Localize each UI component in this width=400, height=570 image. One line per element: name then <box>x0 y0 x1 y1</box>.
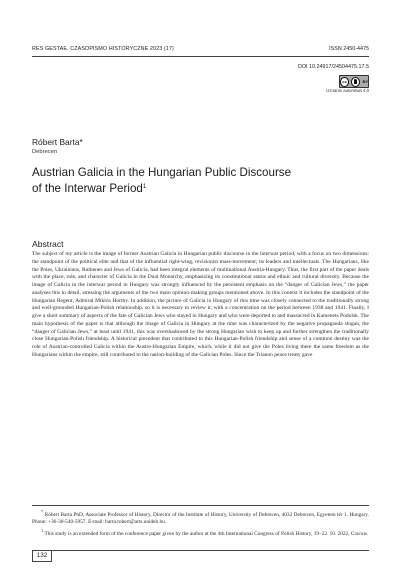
title-line-2-text: of the Interwar Period <box>32 181 143 195</box>
journal-header: RES GESTAE. CZASOPISMO HISTORYCZNE 2023 (17) <box>32 46 174 52</box>
footnote-text: Róbert Barta PhD, Associate Professor of History, Director of the Institute of History, University of Debrecen, 4032 Debrecen, Egyetem tér 1. Hungary. Phone: +36-30-540-5957. E-mail: barta.robert@arts.unideb.hu. <box>32 511 369 526</box>
header-rule <box>32 56 369 57</box>
footnotes <box>32 508 369 538</box>
doi-label[interactable]: DOI 10.24917/24504475.17.5 <box>297 64 369 70</box>
issn-label: ISSN 2450-4475 <box>329 46 369 52</box>
author-affiliation: Debrecen <box>32 149 58 155</box>
cc-icon: cc <box>340 77 349 87</box>
footnote-mark: 1 <box>41 527 44 533</box>
page-number: 132 <box>32 550 52 562</box>
title-footnote-mark[interactable]: 1 <box>142 183 147 190</box>
article-title <box>32 165 332 196</box>
abstract-heading: Abstract <box>32 239 64 249</box>
abstract-text: The subject of my article is the image of former Austrian Galicia in Hungarian public discourse in the interwar period, with a focus on two dimensions: the standpoint of the political elite and that of the influential right-wing, revisionist mass-movement; its leaders and intellectuals. The Hungarians, like the Poles, Ukrainians, Ruthenes and Jews of Galicia, had been integral elements of multinational Austria-Hungary. Thus, the first part of the paper deals with the place, role, and character of Galicia in the Dual Monarchy, emphasizing its constitutional status and ethnic and cultural diversity. Because the image of Galicia in the interwar period in Hungary was strongly influenced by the persistent emphasis on the “danger of Galician Jews,” the paper analyses this in detail, stressing the arguments of the two main opinion-making groups mentioned above. In this context it includes the standpoint of the Hungarian Regent, Admiral Miklós Horthy. In addition, the picture of Galicia in Hungary of this time was closely connected to the traditionally strong and well-grounded Hungarian-Polish relationship, so it is necessary to review it, with a concentration on the period between 1938 and 1941. Finally, I give a short summary of aspects of the fate of Galician Jews who stayed in Hungary and who were deported to and massacred in Kamenets Podolsk. The main hypothesis of the paper is that although the image of Galicia in Hungary at the time was characterized by the negative propaganda slogan, the “danger of Galician Jews,” at least until 1941, this was overshadowed by the strong Hungarian wish to keep up and further strengthen the traditionally close Hungarian-Polish friendship. A historical precedent that contributed to this Hungarian-Polish friendship and sense of a common destiny was the role of Austrian-controlled Galicia within the Austro-Hungarian Empire, which, while it did not give the Poles living there the same freedom as the Hungarians within the empire, still contributed to the nation-building of the Galician Poles. Since the Trianon peace treaty gave <box>32 251 369 358</box>
footnote-mark: * <box>41 509 44 514</box>
author-name: Róbert Barta* <box>32 137 83 147</box>
attribution-icon <box>351 77 360 87</box>
footnote-1 <box>32 527 369 538</box>
footnote-author <box>32 508 369 527</box>
page-rule <box>32 550 369 551</box>
title-line-2 <box>32 181 332 197</box>
footnote-rule <box>32 505 369 506</box>
cc-by-license-icon[interactable] <box>339 75 369 88</box>
license-label: Uznanie autorstwa 4.0 <box>326 88 369 93</box>
by-label: BY <box>362 79 368 84</box>
footnote-text: This study is an extended form of the conference paper given by the author at the 4th International Congress of Polish History, 19–22. 10. 2022, Cracow. <box>44 530 369 537</box>
title-line-1: Austrian Galicia in the Hungarian Public Discourse <box>32 166 292 179</box>
